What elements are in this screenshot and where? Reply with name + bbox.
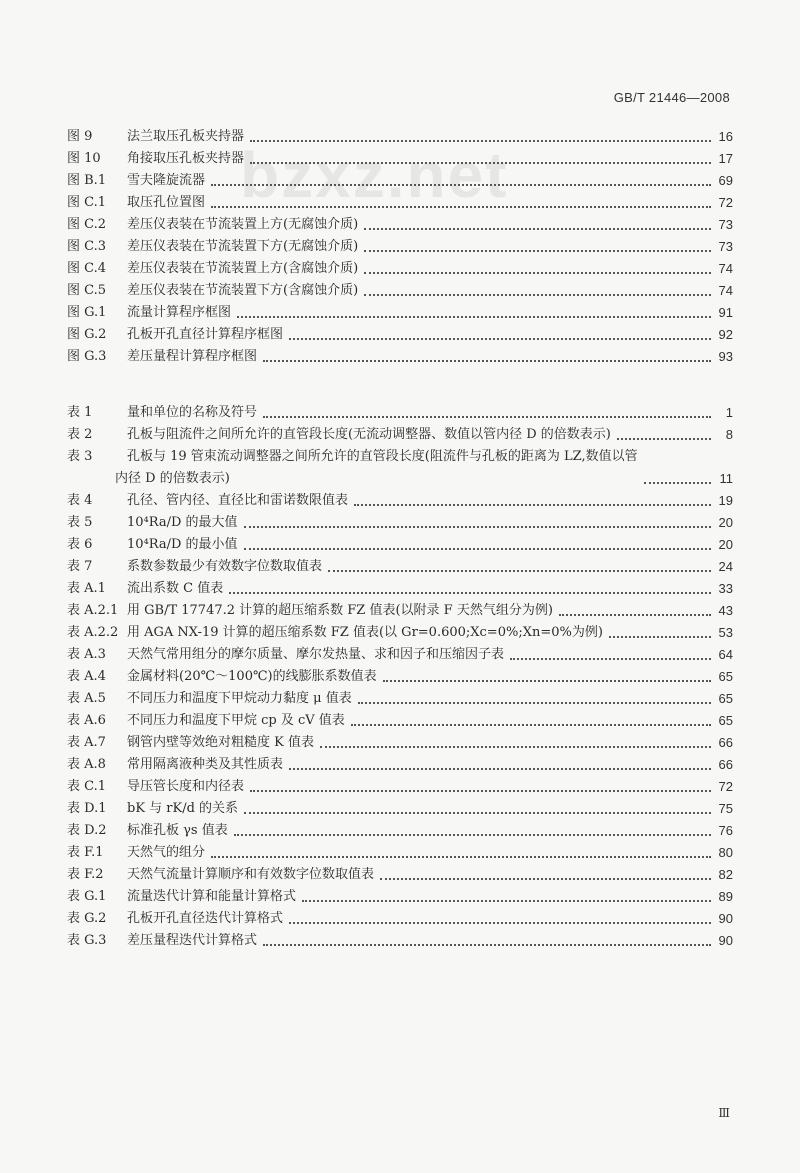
toc-entry-title: 孔径、管内径、直径比和雷诺数限值表: [127, 493, 349, 508]
toc-entry-page: 65: [718, 669, 733, 684]
toc-entry-page: 66: [718, 735, 733, 750]
dot-leader: [211, 206, 711, 208]
toc-entry-number: 表 2: [67, 427, 93, 442]
dot-leader: [364, 228, 711, 230]
toc-entry-page: 75: [718, 801, 733, 816]
toc-entry-page: 92: [718, 327, 733, 342]
toc-entry-title: 孔板与阻流件之间所允许的直管段长度(无流动调整器、数值以管内径 D 的倍数表示): [127, 427, 611, 442]
dot-leader: [380, 878, 711, 880]
toc-entry-number: 表 A.2.1: [67, 603, 119, 618]
toc-entry-title: 天然气的组分: [127, 845, 206, 860]
toc-entry-title: 差压量程计算程序框图: [127, 349, 258, 364]
toc-entry-number: 图 G.2: [67, 327, 107, 342]
toc-entry-page: 20: [718, 537, 733, 552]
dot-leader: [364, 294, 711, 296]
toc-entry-number: 表 A.1: [67, 581, 106, 596]
toc-entry-title: bK 与 rK/d 的关系: [127, 801, 239, 816]
document-code: GB/T 21446—2008: [613, 90, 730, 105]
toc-entry-label: [67, 622, 603, 644]
dot-leader: [358, 702, 711, 704]
toc-entry: [67, 490, 733, 512]
toc-entry-page: 53: [718, 625, 733, 640]
toc-entry-label: [67, 754, 283, 776]
toc-entry: [67, 820, 733, 842]
watermark: bzxz.net: [240, 139, 509, 211]
toc-entry-title: 天然气流量计算顺序和有效数字位数取值表: [127, 867, 375, 882]
toc-entry-number: 表 G.1: [67, 889, 107, 904]
toc-entry-page: 73: [718, 239, 733, 254]
toc-entry-number: 表 G.2: [67, 911, 107, 926]
toc-entry-label: [67, 600, 553, 622]
toc-entry: [67, 886, 733, 908]
toc-entry: [67, 214, 733, 236]
toc-entry: [67, 512, 733, 534]
toc-entry: [67, 236, 733, 258]
toc-entry-number: 表 5: [67, 515, 93, 530]
toc-entry-label: [67, 732, 314, 754]
dot-leader: [263, 944, 711, 946]
toc-entry-title: 角接取压孔板夹持器: [127, 151, 245, 166]
toc-entry: [67, 732, 733, 754]
toc-entry-title: 不同压力和温度下甲烷 cp 及 cV 值表: [127, 713, 345, 728]
toc-entry-title: 10⁴Ra/D 的最大值: [127, 515, 238, 530]
dot-leader: [263, 416, 711, 418]
dot-leader: [244, 812, 711, 814]
toc-entry-number: 表 A.4: [67, 669, 106, 684]
toc-entry-label: [67, 236, 358, 258]
toc-entry-page: 65: [718, 691, 733, 706]
toc-entry-page: 72: [718, 779, 733, 794]
toc-entry-label: [67, 446, 638, 490]
toc-entry-page: 65: [718, 713, 733, 728]
toc-entry-title: 差压仪表装在节流装置下方(无腐蚀介质): [127, 239, 359, 254]
toc-entry-number: 表 3: [67, 449, 93, 464]
toc-entry: [67, 192, 733, 214]
dot-leader: [320, 746, 711, 748]
toc-entry: [67, 402, 733, 424]
toc-entry-title: 钢管内壁等效绝对粗糙度 K 值表: [127, 735, 314, 750]
toc-entry-number: 表 1: [67, 405, 93, 420]
toc-entry-label: [67, 170, 205, 192]
toc-entry-title: 系数参数最少有效数字位数取值表: [127, 559, 323, 574]
toc-entry-page: 80: [718, 845, 733, 860]
toc-entry-label: [67, 324, 283, 346]
toc-entry-page: 76: [718, 823, 733, 838]
list-of-figures: [67, 126, 733, 368]
toc-entry-label: [67, 148, 244, 170]
toc-entry-number: 表 A.8: [67, 757, 106, 772]
toc-entry-title: 取压孔位置图: [127, 195, 206, 210]
toc-entry-page: 64: [718, 647, 733, 662]
toc-entry: [67, 302, 733, 324]
toc-entry-number: 图 9: [67, 129, 93, 144]
toc-entry: [67, 324, 733, 346]
toc-entry-label: [67, 346, 257, 368]
toc-entry-title: 用 AGA NX-19 计算的超压缩系数 FZ 值表(以 Gr=0.600;Xc=0%;Xn=0%为例): [127, 625, 603, 640]
toc-entry: [67, 346, 733, 368]
dot-leader: [354, 504, 711, 506]
toc-entry-page: 89: [718, 889, 733, 904]
dot-leader: [364, 250, 711, 252]
toc-entry-title: 流量迭代计算和能量计算格式: [127, 889, 297, 904]
toc-entry-page: 11: [719, 471, 733, 486]
toc-entry-page: 90: [718, 911, 733, 926]
toc-entry-number: 表 C.1: [67, 779, 107, 794]
dot-leader: [328, 570, 711, 572]
toc-entry: [67, 798, 733, 820]
toc-entry-title-continued: 内径 D 的倍数表示): [115, 471, 230, 486]
toc-entry-number: 图 C.2: [67, 217, 107, 232]
toc-entry: [67, 622, 733, 644]
toc-entry: [67, 710, 733, 732]
toc-entry-label: [67, 578, 223, 600]
toc-entry-number: 表 F.2: [67, 867, 104, 882]
dot-leader: [383, 680, 711, 682]
toc-entry-title: 法兰取压孔板夹持器: [127, 129, 245, 144]
toc-entry-page: 16: [718, 129, 733, 144]
toc-entry-page: 33: [718, 581, 733, 596]
toc-entry-number: 表 6: [67, 537, 93, 552]
toc-entry-page: 73: [718, 217, 733, 232]
toc-entry-title: 金属材料(20℃～100℃)的线膨胀系数值表: [127, 669, 377, 684]
toc-entry-title: 孔板开孔直径计算程序框图: [127, 327, 284, 342]
toc-entry-label: [67, 842, 205, 864]
toc-entry-label: [67, 534, 238, 556]
toc-entry: [67, 556, 733, 578]
toc-entry-number: 表 F.1: [67, 845, 104, 860]
toc-entry: [67, 864, 733, 886]
toc-entry-page: 82: [718, 867, 733, 882]
toc-entry-page: 1: [725, 405, 733, 420]
toc-entry-number: 表 A.3: [67, 647, 106, 662]
toc-entry-page: 43: [718, 603, 733, 618]
toc-entry-title: 不同压力和温度下甲烷动力黏度 μ 值表: [127, 691, 352, 706]
toc-entry-label: [67, 864, 374, 886]
dot-leader: [510, 658, 711, 660]
dot-leader: [237, 316, 711, 318]
toc-entry: [67, 280, 733, 302]
toc-entry-page: 69: [718, 173, 733, 188]
dot-leader: [234, 834, 711, 836]
toc-entry-title: 10⁴Ra/D 的最小值: [127, 537, 238, 552]
toc-entry: [67, 148, 733, 170]
toc-entry-page: 17: [718, 151, 733, 166]
toc-entry-page: 24: [718, 559, 733, 574]
toc-entry-label: [67, 424, 611, 446]
toc-entry-number: 图 C.3: [67, 239, 107, 254]
dot-leader: [250, 140, 711, 142]
toc-entry-label: [67, 258, 358, 280]
dot-leader: [244, 548, 711, 550]
toc-entry-number: 表 4: [67, 493, 93, 508]
toc-entry-number: 图 G.3: [67, 349, 107, 364]
dot-leader: [211, 856, 711, 858]
toc-entry-title: 天然气常用组分的摩尔质量、摩尔发热量、求和因子和压缩因子表: [127, 647, 505, 662]
dot-leader: [211, 184, 711, 186]
toc-entry: [67, 776, 733, 798]
dot-leader: [250, 790, 711, 792]
toc-entry: [67, 126, 733, 148]
toc-entry-number: 表 A.7: [67, 735, 106, 750]
toc-entry-page: 93: [718, 349, 733, 364]
toc-entry-title: 差压量程迭代计算格式: [127, 933, 258, 948]
toc-entry-page: 8: [725, 427, 733, 442]
toc-entry-label: [67, 280, 358, 302]
toc-entry-title: 流量计算程序框图: [127, 305, 232, 320]
toc-entry-number: 表 A.6: [67, 713, 106, 728]
dot-leader: [609, 636, 711, 638]
toc-entry-title: 差压仪表装在节流装置上方(含腐蚀介质): [127, 261, 359, 276]
toc-entry-number: 表 D.1: [67, 801, 107, 816]
toc-entry-number: 表 A.5: [67, 691, 106, 706]
toc-entry-title: 导压管长度和内径表: [127, 779, 245, 794]
dot-leader: [289, 922, 711, 924]
toc-entry: [67, 600, 733, 622]
toc-entry-title: 常用隔离液种类及其性质表: [127, 757, 284, 772]
toc-entry-page: 74: [718, 261, 733, 276]
toc-entry-number: 图 C.4: [67, 261, 107, 276]
toc-entry-number: 图 G.1: [67, 305, 107, 320]
toc-entry: [67, 930, 733, 952]
toc-entry-title: 孔板与 19 管束流动调整器之间所允许的直管段长度(阻流件与孔板的距离为 LZ,数值以管: [127, 449, 638, 464]
toc-entry-label: [67, 688, 352, 710]
toc-entry-number: 表 G.3: [67, 933, 107, 948]
toc-entry-number: 图 C.1: [67, 195, 107, 210]
toc-entry: [67, 170, 733, 192]
dot-leader: [250, 162, 711, 164]
toc-entry: [67, 908, 733, 930]
toc-entry-label: [67, 776, 244, 798]
toc-entry-page: 91: [718, 305, 733, 320]
toc-entry-page: 66: [718, 757, 733, 772]
toc-entry-page: 19: [718, 493, 733, 508]
dot-leader: [229, 592, 711, 594]
toc-entry: [67, 258, 733, 280]
toc-entry-page: 20: [718, 515, 733, 530]
dot-leader: [302, 900, 711, 902]
dot-leader: [289, 768, 711, 770]
toc-entry-label: [67, 930, 257, 952]
toc-entry-label: [67, 820, 228, 842]
toc-entry: [67, 578, 733, 600]
toc-entry-label: [67, 512, 238, 534]
toc-entry: [67, 754, 733, 776]
toc-entry-page: 74: [718, 283, 733, 298]
toc-entry-label: [67, 402, 257, 424]
toc-entry-label: [67, 644, 504, 666]
page-number: Ⅲ: [718, 1106, 730, 1120]
toc-entry-label: [67, 556, 322, 578]
list-of-tables: [67, 402, 733, 952]
toc-entry-title: 用 GB/T 17747.2 计算的超压缩系数 FZ 值表(以附录 F 天然气组分为例): [127, 603, 553, 618]
toc-entry-label: [67, 126, 244, 148]
toc-entry-title: 流出系数 C 值表: [127, 581, 224, 596]
toc-entry-number: 表 D.2: [67, 823, 107, 838]
toc-entry: [67, 446, 733, 490]
toc-entry-title: 量和单位的名称及符号: [127, 405, 258, 420]
dot-leader: [351, 724, 711, 726]
dot-leader: [364, 272, 711, 274]
toc-entry-label: [67, 710, 345, 732]
toc-entry-label: [67, 908, 283, 930]
toc-entry-label: [67, 302, 231, 324]
toc-entry-number: 图 B.1: [67, 173, 107, 188]
toc-entry-label: [67, 192, 205, 214]
toc-entry-label: [67, 490, 348, 512]
toc-entry-label: [67, 214, 358, 236]
dot-leader: [559, 614, 711, 616]
toc-entry-label: [67, 886, 296, 908]
toc-entry-number: 图 C.5: [67, 283, 107, 298]
toc-entry-number: 表 A.2.2: [67, 625, 119, 640]
toc-entry-label: [67, 666, 377, 688]
toc-entry: [67, 534, 733, 556]
toc-entry: [67, 666, 733, 688]
dot-leader: [263, 360, 711, 362]
toc-entry-title: 差压仪表装在节流装置上方(无腐蚀介质): [127, 217, 359, 232]
toc-entry: [67, 424, 733, 446]
toc-entry-page: 72: [718, 195, 733, 210]
toc-entry-title: 孔板开孔直径迭代计算格式: [127, 911, 284, 926]
dot-leader: [289, 338, 711, 340]
dot-leader: [644, 482, 711, 484]
toc-entry-title: 差压仪表装在节流装置下方(含腐蚀介质): [127, 283, 359, 298]
toc-entry-number: 表 7: [67, 559, 93, 574]
toc-entry-number: 图 10: [67, 151, 101, 166]
dot-leader: [617, 438, 711, 440]
dot-leader: [244, 526, 711, 528]
toc-entry-title: 雪夫隆旋流器: [127, 173, 206, 188]
toc-entry: [67, 644, 733, 666]
toc-entry-page: 90: [718, 933, 733, 948]
toc-entry: [67, 688, 733, 710]
toc-entry-title: 标准孔板 γs 值表: [127, 823, 228, 838]
toc-entry: [67, 842, 733, 864]
toc-entry-label: [67, 798, 238, 820]
